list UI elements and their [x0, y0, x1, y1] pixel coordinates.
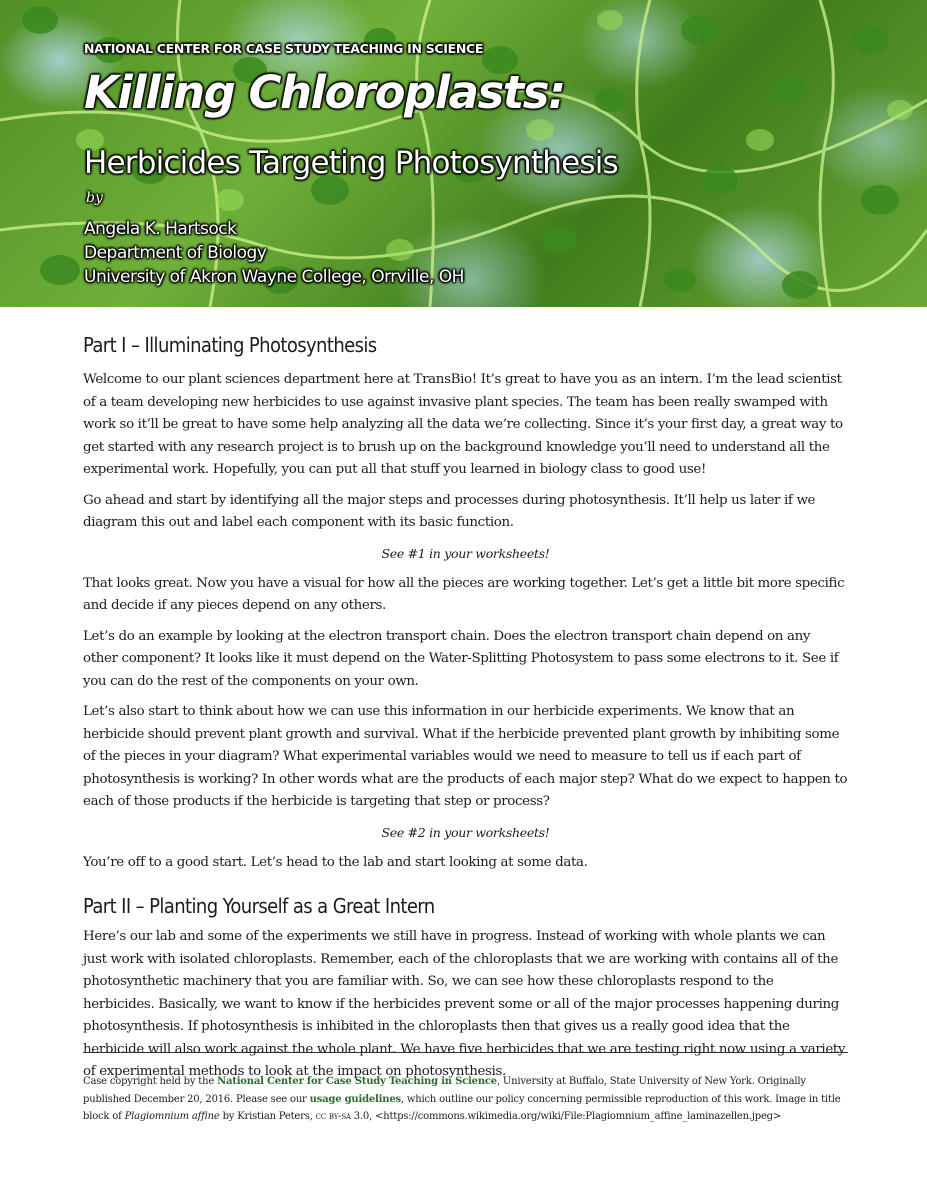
footer-text-5: , <https://commons.wikimedia.org/wiki/File:Plagiomnium_affine_laminazellen.jpeg>: [369, 1111, 782, 1122]
nccstt-link[interactable]: National Center for Case Study Teaching in Science: [217, 1076, 497, 1087]
usage-guidelines-link[interactable]: usage guidelines: [309, 1093, 401, 1105]
footer-text-2: , University at Buffalo, State University of New York. Originally published December 20, 2016. Please see our: [83, 1076, 806, 1105]
author-institution: University of Akron Wayne College, Orrville, OH: [84, 267, 464, 287]
part-1-paragraph-5: Let’s also start to think about how we can use this information in our herbicide experiments. We know that an herbicide should prevent plant growth and survival. What if the herbicide prevented plant growth by inhibiting some of the pieces in your diagram? What experimental variables would we need to measure to tell us if each part of photosynthesis is working? In other words what are the products of each major step? What do we expect to happen to each of those products if the herbicide is targeting that step or process?: [83, 704, 848, 809]
license-label: cc by-sa 3.0: [315, 1111, 370, 1122]
footer-text-4: by Kristian Peters,: [219, 1111, 316, 1122]
footer-divider: [83, 1052, 848, 1053]
case-title: Killing Chloroplasts:: [84, 66, 565, 119]
species-name: Plagiomnium affine: [124, 1111, 220, 1122]
copyright-footer: [83, 1073, 848, 1126]
case-subtitle: Herbicides Targeting Photosynthesis: [84, 145, 618, 181]
by-label: by: [86, 190, 103, 206]
part-2-paragraph-1: Here’s our lab and some of the experiments we still have in progress. Instead of working with whole plants we can just work with isolated chloroplasts. Remember, each of the chloroplasts that we are working with contains all of the photosynthetic machinery that you are familiar with. So, we can see how these chloroplasts respond to the herbicides. Basically, we want to know if the herbicides prevent some or all of the major processes happening during photosynthesis. If photosynthesis is inhibited in the chloroplasts then that gives us a really good idea that the herbicide will also work against the whole plant. We have five herbicides that we are testing right now using a variety of experimental methods to look at the impact on photosynthesis.: [83, 929, 846, 1079]
worksheet-note-1: See #1 in your worksheets!: [381, 545, 550, 561]
worksheet-note-2: See #2 in your worksheets!: [381, 824, 550, 840]
title-banner: [0, 0, 927, 307]
author-department: Department of Biology: [84, 243, 267, 263]
footer-text-1: Case copyright held by the: [83, 1076, 218, 1087]
part-1-paragraph-4: Let’s do an example by looking at the electron transport chain. Does the electron transport chain depend on any other component? It looks like it must depend on the Water-Splitting Photosystem to pass some electrons to it. See if you can do the rest of the components on your own.: [83, 628, 839, 689]
part-1-heading: Part I – Illuminating Photosynthesis: [83, 333, 377, 357]
case-body: [83, 333, 848, 1084]
part-1-paragraph-3: That looks great. Now you have a visual for how all the pieces are working together. Let’s get a little bit more specific and decide if any pieces depend on any others.: [83, 575, 845, 613]
part-2-heading: Part II – Planting Yourself as a Great Intern: [83, 894, 435, 918]
footer-text-3: , which outline our policy concerning permissible reproduction of this work. Image in title block of: [83, 1093, 841, 1122]
author-name: Angela K. Hartsock: [84, 219, 237, 239]
part-1-paragraph-1: Welcome to our plant sciences department here at TransBio! It’s great to have you as an intern. I’m the lead scientist of a team developing new herbicides to use against invasive plant species. The team has been really swamped with work so it’ll be great to have some help analyzing all the data we’re collecting. Since it’s your first day, a great way to get started with any research project is to brush up on the background knowledge you’ll need to understand all the experimental work. Hopefully, you can put all that stuff you learned in biology class to good use!: [83, 372, 843, 477]
part-1-paragraph-6: You’re off to a good start. Let’s head to the lab and start looking at some data.: [83, 854, 588, 870]
part-1-paragraph-2: Go ahead and start by identifying all the major steps and processes during photosynthesis. It’ll help us later if we diagram this out and label each component with its basic function.: [83, 492, 816, 530]
organization-name: NATIONAL CENTER FOR CASE STUDY TEACHING IN SCIENCE: [84, 41, 484, 56]
